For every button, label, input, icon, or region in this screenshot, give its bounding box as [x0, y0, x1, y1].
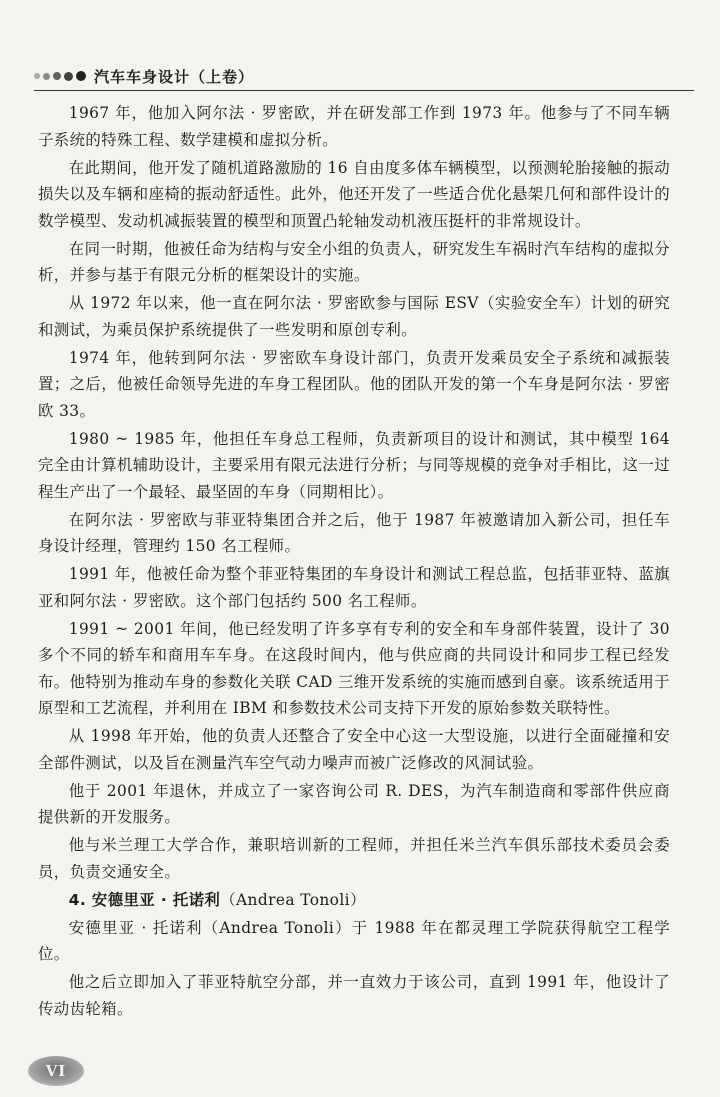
paragraph: 在阿尔法 · 罗密欧与菲亚特集团合并之后，他于 1987 年被邀请加入新公司，担任车身设计经理，管理约 150 名工程师。	[38, 510, 670, 555]
paragraph: 从 1972 年以来，他一直在阿尔法 · 罗密欧参与国际 ESV（实验安全车）计划的研究和测试，为乘员保护系统提供了一些发明和原创专利。	[38, 294, 670, 339]
section-heading	[38, 887, 670, 914]
paragraph: 1967 年，他加入阿尔法 · 罗密欧，并在研发部工作到 1973 年。他参与了不同车辆子系统的特殊工程、数学建模和虚拟分析。	[38, 104, 670, 149]
section-title: 4. 安德里亚 · 托诺利	[68, 890, 221, 909]
page-number-badge	[28, 1056, 84, 1086]
section-english-name: （Andrea Tonoli）	[220, 890, 366, 909]
paragraph: 他于 2001 年退休，并成立了一家咨询公司 R. DES，为汽车制造商和零部件供应商提供新的开发服务。	[38, 781, 670, 826]
running-header	[34, 62, 694, 91]
paragraph: 他之后立即加入了菲亚特航空分部，并一直效力于该公司，直到 1991 年，他设计了传动齿轮箱。	[38, 973, 670, 1018]
paragraph: 1991 年，他被任命为整个菲亚特集团的车身设计和测试工程总监，包括菲亚特、蓝旗亚和阿尔法 · 罗密欧。这个部门包括约 500 名工程师。	[38, 565, 670, 610]
paragraph: 1991 ~ 2001 年间，他已经发明了许多享有专利的安全和车身部件装置，设计了 30 多个不同的轿车和商用车车身。在这段时间内，他与供应商的共同设计和同步工程已经发布。他特别为推动车身的参数化关联 CAD 三维开发系统的实施而感到自豪。该系统适用于原型和工艺流程，并利用在 IBM 和参数技术公司支持下开发的原始参数关联特性。	[38, 619, 670, 717]
paragraph: 1974 年，他转到阿尔法 · 罗密欧车身设计部门，负责开发乘员安全子系统和减振装置；之后，他被任命领导先进的车身工程团队。他的团队开发的第一个车身是阿尔法 · 罗密欧 33。	[38, 348, 670, 420]
paragraph: 安德里亚 · 托诺利（Andrea Tonoli）于 1988 年在都灵理工学院获得航空工程学位。	[38, 918, 670, 963]
paragraph: 在同一时期，他被任命为结构与安全小组的负责人，研究发生车祸时汽车结构的虚拟分析，并参与基于有限元分析的框架设计的实施。	[38, 239, 670, 284]
header-dots-ornament	[34, 71, 86, 81]
page-number: VI	[45, 1062, 67, 1080]
paragraph: 在此期间，他开发了随机道路激励的 16 自由度多体车辆模型，以预测轮胎接触的振动损失以及车辆和座椅的振动舒适性。此外，他还开发了一些适合优化悬架几何和部件设计的数学模型、发动机减振装置的模型和顶置凸轮轴发动机液压挺杆的非常规设计。	[38, 158, 670, 230]
paragraph: 1980 ~ 1985 年，他担任车身总工程师，负责新项目的设计和测试，其中模型 164 完全由计算机辅助设计，主要采用有限元法进行分析；与同等规模的竞争对手相比，这一过程生产出了一个最轻、最坚固的车身（同期相比）。	[38, 429, 670, 501]
paragraph: 从 1998 年开始，他的负责人还整合了安全中心这一大型设施，以进行全面碰撞和安全部件测试，以及旨在测量汽车空气动力噪声而被广泛修改的风洞试验。	[38, 727, 670, 772]
book-title: 汽车车身设计（上卷）	[94, 67, 255, 86]
page-body	[38, 100, 670, 1022]
paragraph: 他与米兰理工大学合作，兼职培训新的工程师，并担任米兰汽车俱乐部技术委员会委员，负责交通安全。	[38, 836, 670, 881]
